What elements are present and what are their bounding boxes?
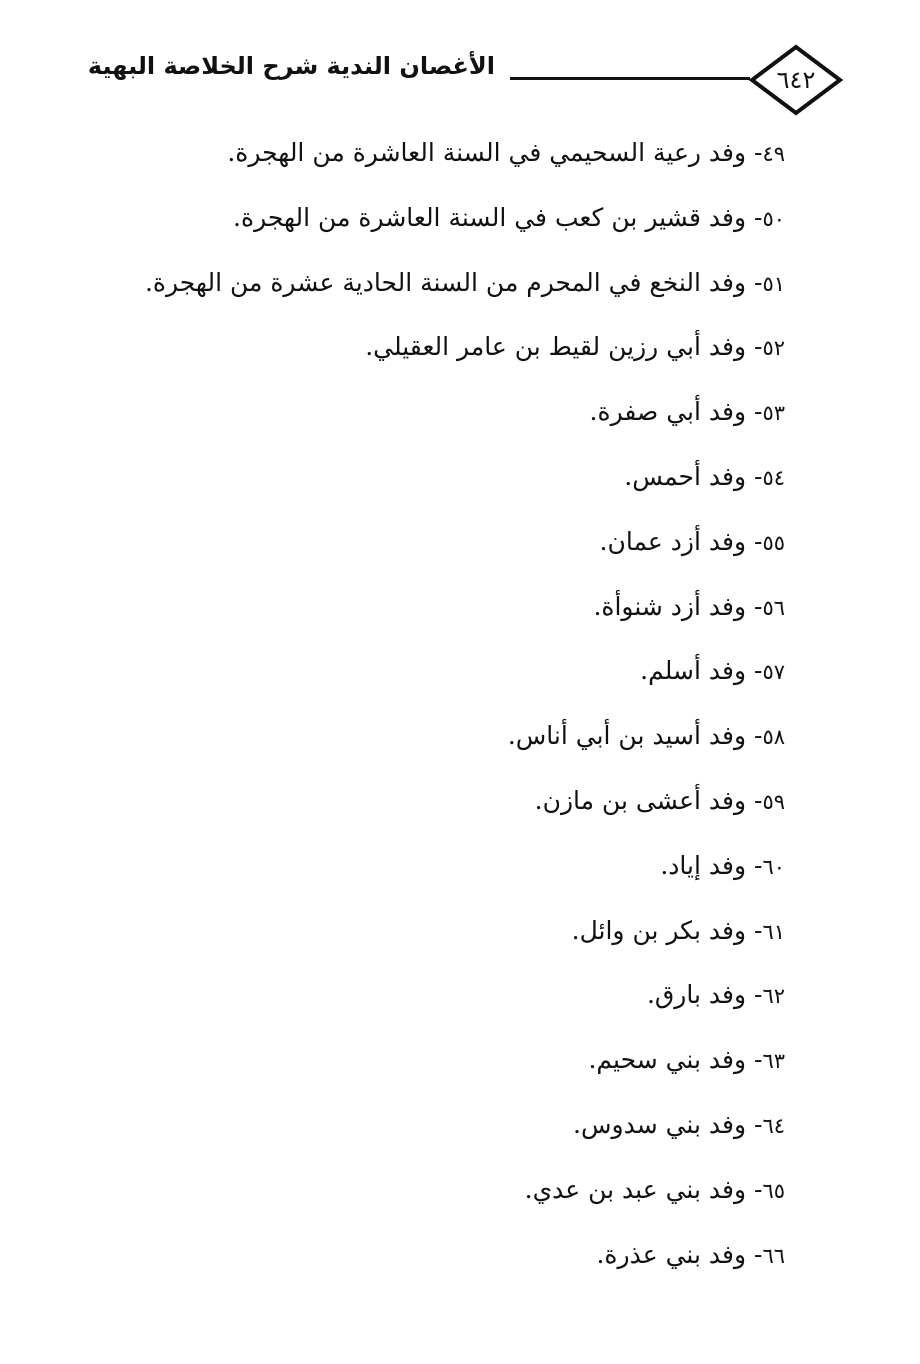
- item-separator: -: [753, 1109, 763, 1139]
- item-separator: -: [753, 721, 763, 751]
- item-number: ٥٤: [762, 465, 785, 490]
- item-number: ٥٥: [762, 530, 785, 555]
- item-separator: -: [753, 915, 763, 945]
- item-separator: -: [753, 267, 763, 297]
- item-text: وفد أزد عمان.: [599, 526, 747, 556]
- item-text: وفد أعشى بن مازن.: [534, 785, 747, 815]
- item-text: وفد أسلم.: [640, 656, 747, 686]
- item-separator: -: [753, 656, 763, 686]
- item-number: ٦٠: [762, 854, 785, 879]
- item-separator: -: [753, 526, 763, 556]
- item-number: ٥٢: [762, 336, 785, 361]
- item-text: وفد بني عبد بن عدي.: [524, 1174, 747, 1204]
- item-number: ٥٣: [762, 401, 785, 426]
- header-divider: [510, 77, 750, 80]
- list-item: [85, 972, 785, 1037]
- item-text: وفد بني عذرة.: [596, 1239, 747, 1269]
- page-number: ٦٤٢: [776, 66, 816, 94]
- item-number: ٦٥: [762, 1178, 785, 1203]
- list-item: [85, 1232, 785, 1297]
- item-number: ٥٧: [762, 660, 785, 685]
- item-number: ٦٦: [762, 1243, 785, 1268]
- page-number-badge: [748, 44, 844, 116]
- list-item: [85, 584, 785, 649]
- item-separator: -: [753, 591, 763, 621]
- item-text: وفد النخع في المحرم من السنة الحادية عشرة من الهجرة.: [144, 267, 747, 297]
- list-item: [85, 195, 785, 260]
- item-text: وفد بني سدوس.: [573, 1109, 747, 1139]
- item-text: وفد أسيد بن أبي أناس.: [507, 721, 747, 751]
- item-text: وفد بكر بن وائل.: [571, 915, 747, 945]
- list-item: [85, 908, 785, 973]
- item-text: وفد رعية السحيمي في السنة العاشرة من الهجرة.: [227, 138, 747, 167]
- list-item: [85, 454, 785, 519]
- delegations-list: [85, 130, 785, 1296]
- list-item: [85, 130, 785, 195]
- item-number: ٥١: [762, 271, 785, 296]
- item-number: ٥٠: [762, 206, 785, 231]
- item-text: وفد أزد شنوأة.: [593, 591, 747, 621]
- item-text: وفد أحمس.: [624, 461, 747, 491]
- item-text: وفد بني سحيم.: [588, 1045, 747, 1075]
- item-separator: -: [753, 1174, 763, 1204]
- item-number: ٦٤: [762, 1113, 785, 1138]
- list-item: [85, 519, 785, 584]
- item-text: وفد أبي صفرة.: [589, 397, 747, 427]
- list-item: [85, 1102, 785, 1167]
- item-number: ٥٨: [762, 725, 785, 750]
- list-item: [85, 778, 785, 843]
- item-separator: -: [753, 1045, 763, 1075]
- item-number: ٤٩: [762, 142, 785, 166]
- item-number: ٥٦: [762, 595, 785, 620]
- item-separator: -: [753, 1239, 763, 1269]
- page-header: [0, 0, 920, 130]
- list-item: [85, 324, 785, 389]
- item-separator: -: [753, 850, 763, 880]
- item-text: وفد أبي رزين لقيط بن عامر العقيلي.: [365, 332, 747, 362]
- book-title: الأغصان الندية شرح الخلاصة البهية: [87, 52, 495, 80]
- item-number: ٦٣: [762, 1049, 785, 1074]
- list-item: [85, 1167, 785, 1232]
- item-separator: -: [753, 785, 763, 815]
- item-number: ٦١: [762, 919, 785, 944]
- list-item: [85, 389, 785, 454]
- item-separator: -: [753, 202, 763, 232]
- item-separator: -: [753, 332, 763, 362]
- item-number: ٥٩: [762, 789, 785, 814]
- list-item: [85, 260, 785, 325]
- list-item: [85, 713, 785, 778]
- item-number: ٦٢: [762, 984, 785, 1009]
- item-separator: -: [753, 980, 763, 1010]
- item-separator: -: [753, 397, 763, 427]
- item-text: وفد بارق.: [646, 980, 747, 1010]
- item-text: وفد إياد.: [660, 850, 747, 880]
- list-item: [85, 648, 785, 713]
- list-item: [85, 843, 785, 908]
- item-separator: -: [753, 138, 763, 167]
- item-separator: -: [753, 461, 763, 491]
- item-text: وفد قشير بن كعب في السنة العاشرة من الهجرة.: [233, 202, 747, 232]
- list-item: [85, 1037, 785, 1102]
